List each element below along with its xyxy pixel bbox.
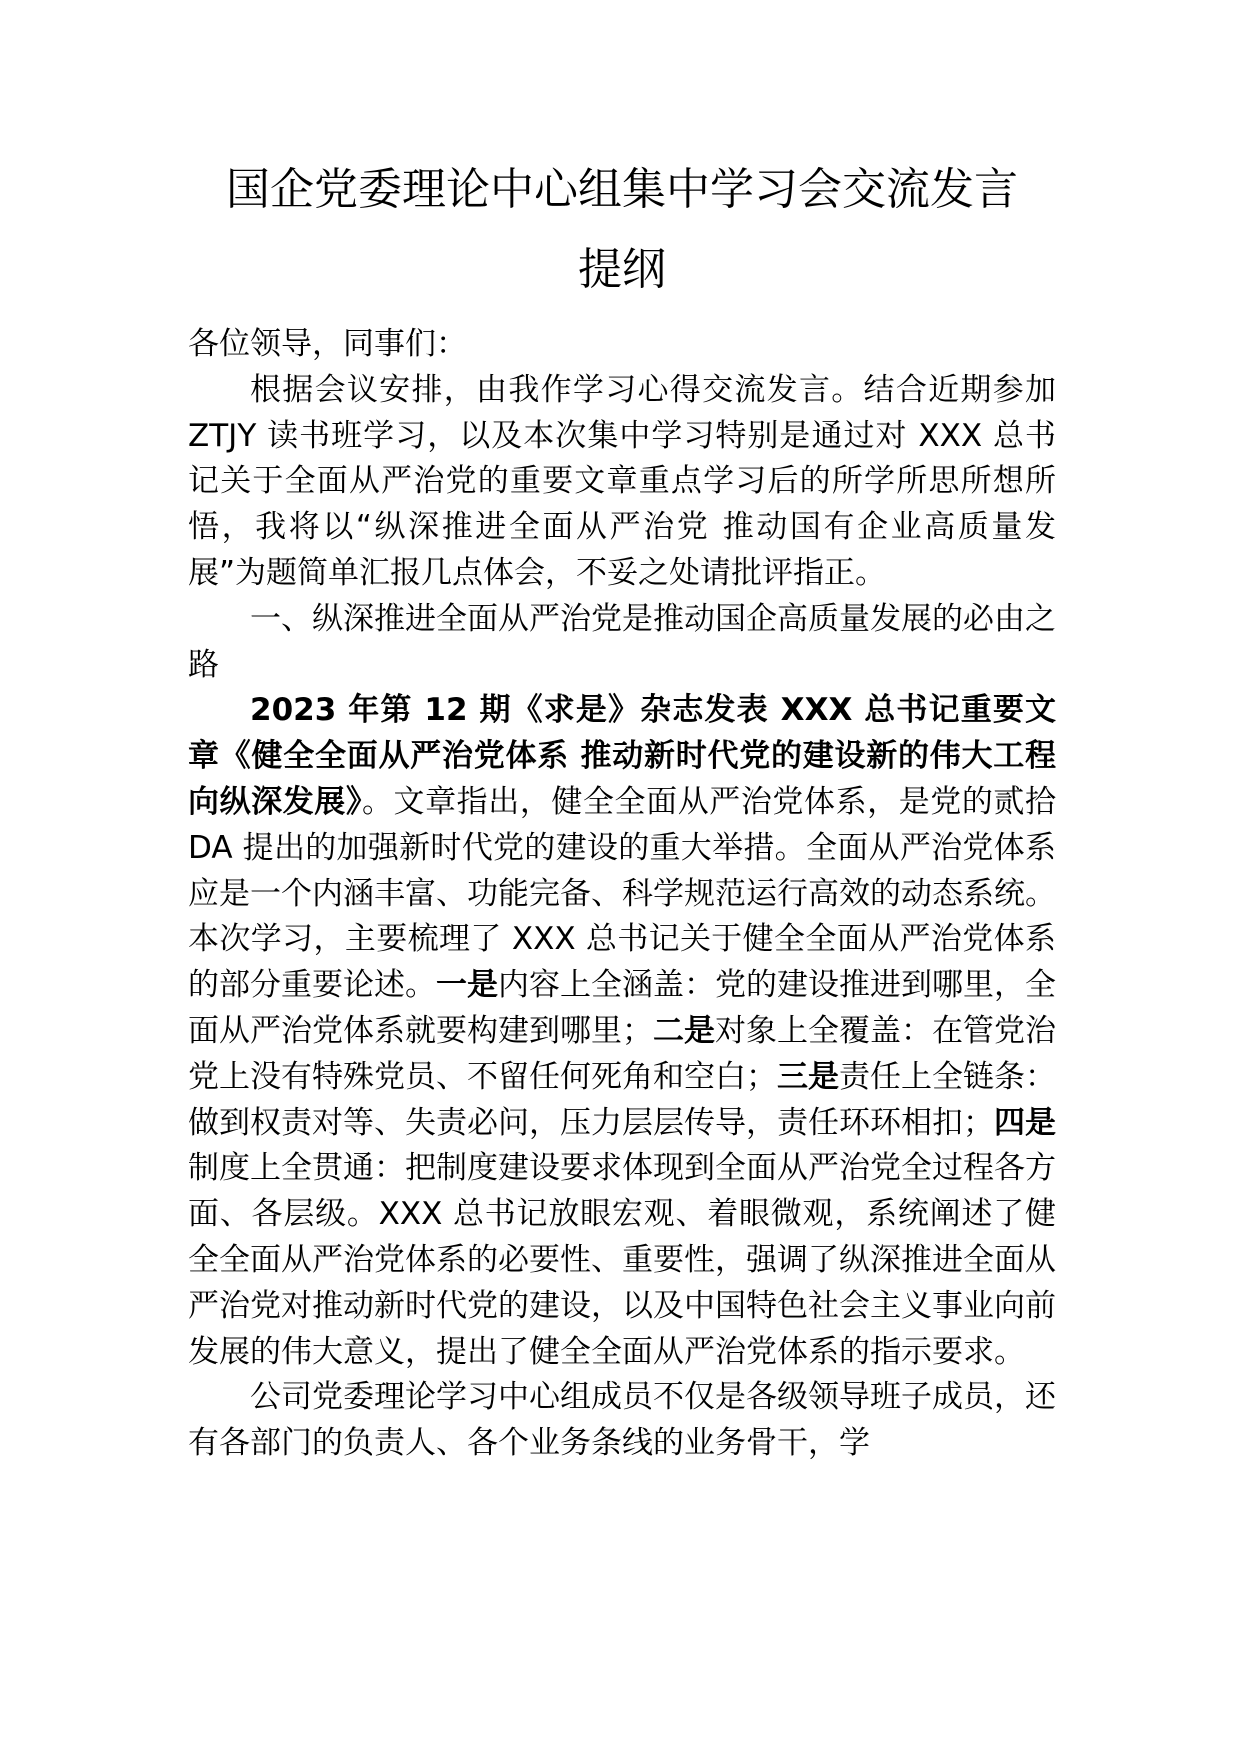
title-line-1: 国企党委理论中心组集中学习会交流发言 bbox=[226, 164, 1018, 215]
document-title bbox=[188, 150, 1056, 310]
paragraph-continued: 公司党委理论学习中心组成员不仅是各级领导班子成员，还有各部门的负责人、各个业务条线的业务骨干，学 bbox=[188, 1379, 1056, 1462]
paragraph-text: 。文章指出，健全全面从严治党体系，是党的贰拾 DA 提出的加强新时代党的建设的重大举措。全面从严治党体系应是一个内涵丰富、功能完备、科学规范运行高效的动态系统。本次学习，主要梳理了 XXX 总书记关于健全全面从严治党体系的部分重要论述。 bbox=[188, 783, 1057, 1004]
article-citation: 2023 年第 12 期《求是》杂志发表 XXX 总书记重要文章《健全全面从严治党体系 推动新时代党的建设新的伟大工程向纵深发展》 bbox=[188, 692, 1056, 820]
section-heading-1: 一、纵深推进全面从严治党是推动国企高质量发展的必由之路 bbox=[188, 600, 1056, 683]
title-line-2: 提纲 bbox=[578, 244, 666, 295]
point-label-1: 一是 bbox=[436, 967, 498, 1004]
document-page bbox=[188, 150, 1056, 1467]
point-text-2: 对象上全覆盖：在管党治党上没有特殊党员、不留任何死角和空白； bbox=[188, 1012, 1056, 1095]
point-text-1: 内容上全涵盖：党的建设推进到哪里，全面从严治党体系就要构建到哪里； bbox=[188, 967, 1056, 1049]
point-label-3: 三是 bbox=[777, 1058, 839, 1095]
point-text-3: 责任上全链条：做到权责对等、失责必问，压力层层传导，责任环环相扣； bbox=[188, 1058, 1056, 1141]
paragraph-intro: 根据会议安排，由我作学习心得交流发言。结合近期参加 ZTJY 读书班学习，以及本次集中学习特别是通过对 XXX 总书记关于全面从严治党的重要文章重点学习后的所学所思所想所悟，我将以“纵深推进全面从严治党 推动国有企业高质量发展”为题简单汇报几点体会，不妥之处请批评指正。 bbox=[188, 371, 1056, 591]
point-label-4: 四是 bbox=[994, 1104, 1056, 1141]
paragraph-study-summary bbox=[188, 688, 1056, 1375]
point-text-4: 制度上全贯通：把制度建设要求体现到全面从严治党全过程各方面、各层级。XXX 总书记放眼宏观、着眼微观，系统阐述了健全全面从严治党体系的必要性、重要性，强调了纵深推进全面从严治党对推动新时代党的建设，以及中国特色社会主义事业向前发展的伟大意义，提出了健全全面从严治党体系的指示要求。 bbox=[188, 1150, 1056, 1370]
salutation: 各位领导，同事们： bbox=[188, 326, 467, 362]
point-label-2: 二是 bbox=[653, 1012, 715, 1049]
